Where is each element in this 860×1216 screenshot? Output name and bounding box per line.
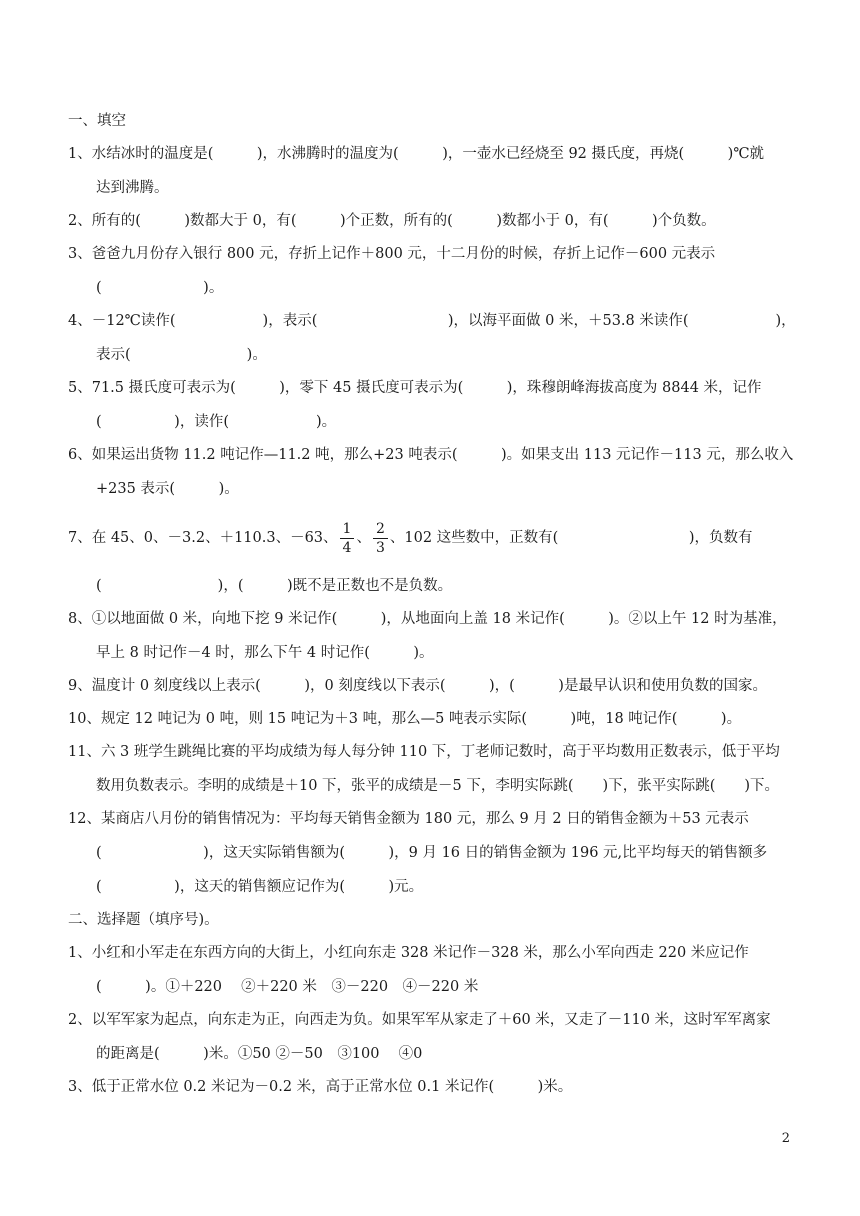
question-line: 达到沸腾。 (96, 180, 169, 196)
question-line: 10、规定 12 吨记为 0 吨，则 15 吨记为＋3 吨，那么—5 吨表示实际( )吨，18 吨记作( )。 (68, 711, 742, 727)
question-line: 6、如果运出货物 11.2 吨记作—11.2 吨，那么+23 吨表示( )。如果支出 113 元记作－113 元，那么收入 (68, 447, 794, 463)
question-line: ( )，( )既不是正数也不是负数。 (96, 578, 453, 594)
question-line: 4、－12℃读作( )，表示( )，以海平面做 0 米，＋53.8 米读作( )， (68, 313, 796, 329)
fraction-numerator: 1 (340, 520, 355, 539)
question-line: 12、某商店八月份的销售情况为：平均每天销售金额为 180 元，那么 9 月 2 日的销售金额为＋53 元表示 (68, 811, 749, 827)
question-line: 早上 8 时记作－4 时，那么下午 4 时记作( )。 (96, 645, 434, 661)
fraction-denominator: 4 (342, 539, 352, 556)
fraction-denominator: 3 (375, 539, 385, 556)
question-text-before-fraction: 7、在 45、0、－3.2、＋110.3、－63、 (68, 529, 338, 546)
section-title: 一、填空 (68, 113, 126, 129)
question-line: 8、①以地面做 0 米，向地下挖 9 米记作( )，从地面向上盖 18 米记作( )。②以上午 12 时为基准， (68, 611, 787, 627)
question-line: 3、低于正常水位 0.2 米记为－0.2 米，高于正常水位 0.1 米记作( )米。 (68, 1079, 573, 1095)
question-line: 的距离是( )米。①50 ②－50 ③100 ④0 (96, 1046, 423, 1062)
question-line: ( )，读作( )。 (96, 414, 337, 430)
question-line: ( )。 (96, 280, 224, 296)
question-line: ( )，这天的销售额应记作为( )元。 (96, 879, 424, 895)
question-line: ( )，这天实际销售额为( )，9 月 16 日的销售金额为 196 元,比平均每天的销售额多 (96, 845, 768, 861)
fraction-numerator: 2 (373, 520, 388, 539)
question-text-after-fraction: 、102 这些数中，正数有( )，负数有 (389, 529, 753, 546)
page-number: 2 (781, 1131, 790, 1146)
question-line: 表示( )。 (96, 347, 267, 363)
fraction-one-quarter (340, 520, 355, 557)
question-line: 2、所有的( )数都大于 0，有( )个正数，所有的( )数都小于 0，有( )个负数。 (68, 213, 716, 229)
question-line: 3、爸爸九月份存入银行 800 元，存折上记作＋800 元，十二月份的时候，存折上记作－600 元表示 (68, 246, 716, 262)
fraction-separator: 、 (356, 529, 371, 546)
question-line: 数用负数表示。李明的成绩是＋10 下，张平的成绩是－5 下，李明实际跳( )下，张平实际跳( )下。 (96, 778, 780, 794)
fraction-two-thirds (373, 520, 388, 557)
question-line: 11、六 3 班学生跳绳比赛的平均成绩为每人每分钟 110 下，丁老师记数时，高于平均数用正数表示，低于平均 (68, 744, 780, 760)
question-line-with-fractions (68, 508, 794, 568)
question-line: ( )。①＋220 ②＋220 米 ③－220 ④－220 米 (96, 979, 479, 995)
question-line: 1、水结冰时的温度是( )，水沸腾时的温度为( )，一壶水已经烧至 92 摄氏度，再烧( )℃就 (68, 146, 765, 162)
question-line: 9、温度计 0 刻度线以上表示( )，0 刻度线以下表示( )，( )是最早认识和使用负数的国家。 (68, 678, 767, 694)
question-line: +235 表示( )。 (96, 481, 239, 497)
section-title: 二、选择题（填序号)。 (68, 912, 219, 928)
question-line: 5、71.5 摄氏度可表示为( )，零下 45 摄氏度可表示为( )，珠穆朗峰海拔高度为 8844 米，记作 (68, 380, 762, 396)
document-body (68, 113, 794, 1096)
question-line: 2、以军军家为起点，向东走为正，向西走为负。如果军军从家走了＋60 米，又走了－110 米，这时军军离家 (68, 1012, 771, 1028)
question-line: 1、小红和小军走在东西方向的大街上，小红向东走 328 米记作－328 米，那么小军向西走 220 米应记作 (68, 945, 749, 961)
